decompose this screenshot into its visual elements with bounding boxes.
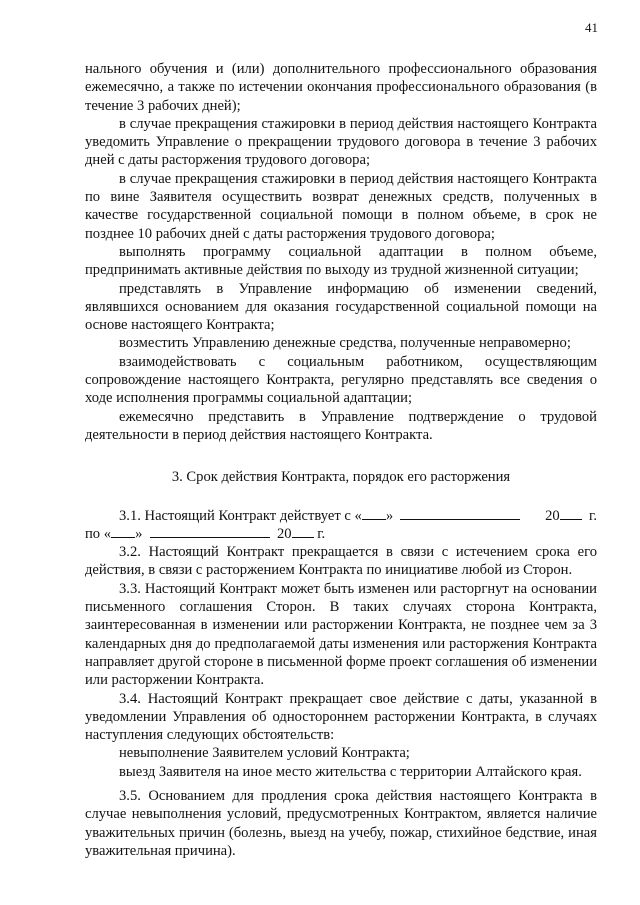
term-line-end <box>85 525 597 543</box>
blank-end-month-field <box>150 525 270 538</box>
term-year-group <box>545 507 597 525</box>
paragraph-3-4-item-2: выезд Заявителя на иное место жительства с территории Алтайского края. <box>119 763 582 780</box>
term-end-year-suffix: г. <box>317 525 326 542</box>
paragraph-obligation-monthly-confirmation: ежемесячно представить в Управление подтверждение о трудовой деятельности в период действия настоящего Контракта. <box>85 408 597 443</box>
term-start-group <box>119 507 520 525</box>
paragraph-obligation-adaptation-program: выполнять программу социальной адаптации в полном объеме, предпринимать активные действия по выходу из трудной жизненной ситуации; <box>85 243 597 279</box>
paragraph-obligation-report-changes: представлять в Управление информацию об изменении сведений, являвшихся основанием для оказания государственной социальной помощи на основе настоящего Контракта; <box>85 280 597 334</box>
blank-end-year-field <box>292 525 314 538</box>
paragraph-3-3: 3.3. Настоящий Контракт может быть изменен или расторгнут на основании письменного соглашения Сторон. В таких случаях сторона Контракта, заинтересованная в изменении или расторжении Контракта, не позднее чем за 3 календарных дня до предполагаемой даты изменения или расторжения Контракта направляет другой стороне в письменной форме проект соглашения об изменении или расторжении Контракта. <box>85 580 597 689</box>
term-year-suffix: г. <box>589 507 597 524</box>
section-heading: 3. Срок действия Контракта, порядок его расторжения <box>171 469 511 486</box>
blank-day-field <box>362 507 386 520</box>
paragraph-3-5: 3.5. Основанием для продления срока действия настоящего Контракта в случае невыполнения условий, предусмотренных Контрактом, является наличие уважительных причин (болезнь, выезд на учебу, пожар, стихийное бедствие, иная уважительная причина). <box>85 787 597 859</box>
page-number: 41 <box>585 20 598 35</box>
term-end-label: по « <box>85 525 112 542</box>
paragraph-3-4: 3.4. Настоящий Контракт прекращает свое действие с даты, указанной в уведомлении Управления об одностороннем расторжении Контракта, в случаях наступления следующих обстоятельств: <box>85 690 597 744</box>
blank-month-field <box>400 507 520 520</box>
paragraph-obligation-refund: в случае прекращения стажировки в период действия настоящего Контракта по вине Заявителя осуществить возврат денежных средств, полученных в качестве государственной социальной помощи в полном объеме, в срок не позднее 10 рабочих дней с даты расторжения трудового договора; <box>85 170 597 242</box>
paragraph-obligation-cooperate: взаимодействовать с социальным работником, осуществляющим сопровождение настоящего Контракта, регулярно представлять все сведения о ходе исполнения программы социальной адаптации; <box>85 353 597 407</box>
paragraph-3-2: 3.2. Настоящий Контракт прекращается в связи с истечением срока его действия, в связи с расторжением Контракта по инициативе любой из Сторон. <box>85 544 597 579</box>
blank-year-field <box>560 507 582 520</box>
term-line-start <box>85 507 597 525</box>
term-end-quote-close: » <box>135 525 143 542</box>
paragraph-3-4-item-1: невыполнение Заявителем условий Контракта; <box>119 745 410 762</box>
term-start-label: 3.1. Настоящий Контракт действует с « <box>119 507 362 524</box>
term-start-quote-close: » <box>385 507 394 524</box>
term-year-prefix: 20 <box>545 507 560 524</box>
paragraph-obligation-notify-termination: в случае прекращения стажировки в период действия настоящего Контракта уведомить Управление о прекращении трудового договора в течение 3 рабочих дней с даты расторжения трудового договора; <box>85 115 597 169</box>
document-body <box>85 60 597 860</box>
paragraph-continuation: нального обучения и (или) дополнительного профессионального образования ежемесячно, а также по истечении окончания профессионального образования (в течение 3 рабочих дней); <box>85 61 597 114</box>
term-end-year-prefix: 20 <box>276 525 292 542</box>
blank-end-day-field <box>111 525 135 538</box>
paragraph-obligation-reimburse: возместить Управлению денежные средства, полученные неправомерно; <box>119 335 571 352</box>
